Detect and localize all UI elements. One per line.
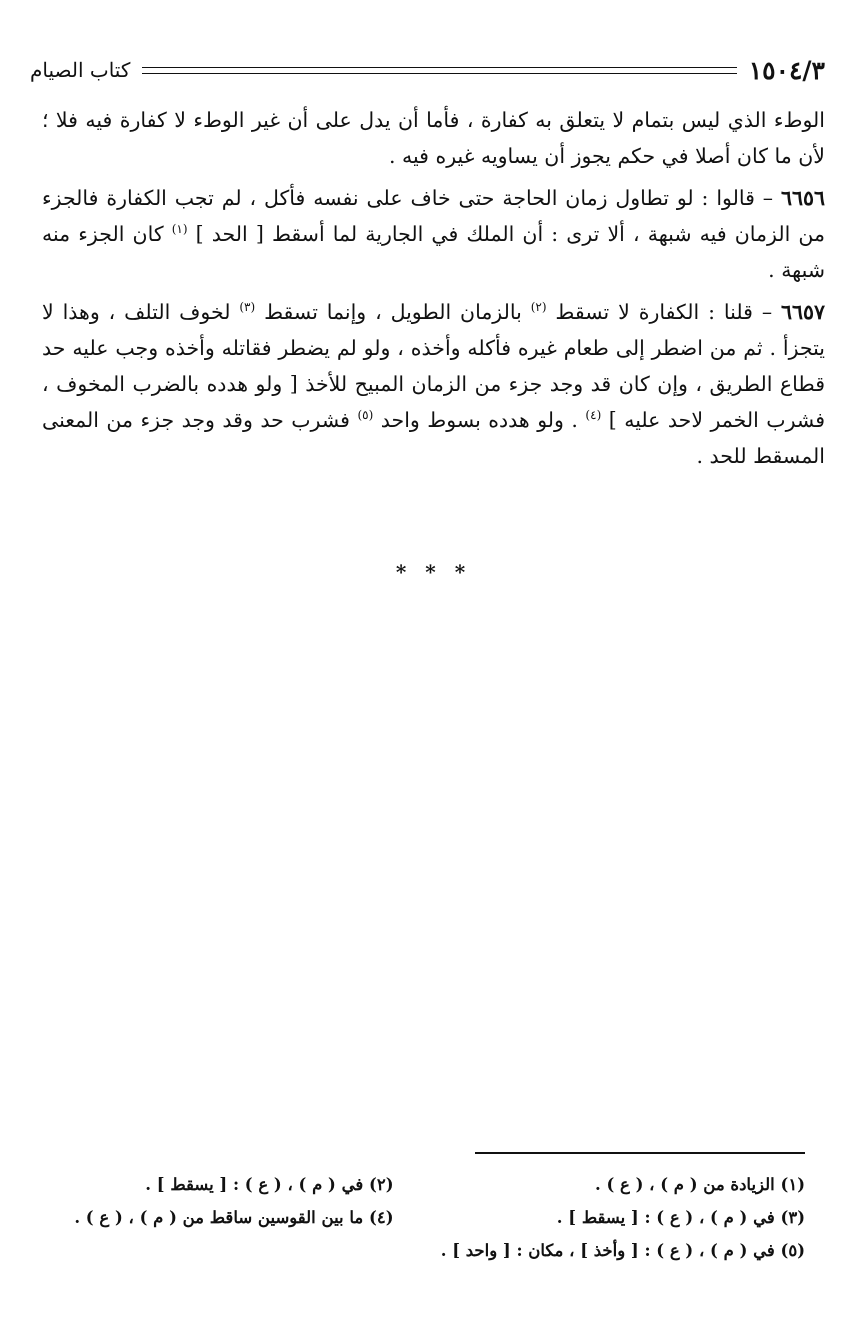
section-separator-stars: * * * xyxy=(395,560,472,584)
footnote-ref-4: (٤) xyxy=(585,408,602,423)
page-number: ١٥٠٤/٣ xyxy=(748,55,825,85)
footnote-3: (٣) في ( م ) ، ( ع ) : [ يسقط ] . xyxy=(556,1208,805,1227)
footnote-5: (٥) في ( م ) ، ( ع ) : [ وأخذ ] ، مكان : [ واحد ] . xyxy=(440,1241,805,1260)
footnote-row xyxy=(42,1201,805,1234)
footnote-row xyxy=(42,1168,805,1201)
paragraph-text: فشرب حد وقد وجد جزء من المعنى المسقط للحد . xyxy=(42,408,825,468)
paragraph-text: كان الجزء منه شبهة . xyxy=(42,222,825,282)
paragraph-text: – قلنا : الكفارة لا تسقط xyxy=(546,300,781,324)
footnote-2: (٢) في ( م ) ، ( ع ) : [ يسقط ] . xyxy=(145,1175,394,1194)
paragraph-6656 xyxy=(42,180,825,288)
paragraph-text: الوطء الذي ليس بتمام لا يتعلق به كفارة ، فأما أن يدل على أن غير الوطء لا كفارة فيه فلا ؛ لأن ما كان أصلا في حكم يجوز أن يساويه غيره فيه . xyxy=(42,108,825,168)
paragraph-text: لخوف التلف ، وهذا لا يتجزأ . ثم من اضطر إلى طعام غيره فأكله وأخذه ، ولو لم يضطر فقاتله وأخذه وجب عليه حد قطاع الطريق ، وإن كان قد وجد جزء من الزمان المبيح للأخذ [ ولو هدده بالضرب المخوف ، فشرب الخمر لاحد عليه ] xyxy=(42,300,825,432)
footnote-ref-5: (٥) xyxy=(357,408,374,423)
paragraph-continuation xyxy=(42,102,825,174)
footnote-row xyxy=(42,1234,805,1267)
footnote-divider xyxy=(475,1152,805,1154)
paragraph-number: ٦٦٥٦ xyxy=(780,186,825,210)
paragraph-text: بالزمان الطويل ، وإنما تسقط xyxy=(255,300,531,324)
footnote-1: (١) الزيادة من ( م ) ، ( ع ) . xyxy=(594,1175,805,1194)
paragraph-text: . ولو هدده بسوط واحد xyxy=(373,408,586,432)
book-title: كتاب الصيام xyxy=(30,58,131,82)
paragraph-6657 xyxy=(42,294,825,474)
paragraph-number: ٦٦٥٧ xyxy=(780,300,825,324)
footnote-4: (٤) ما بين القوسين ساقط من ( م ) ، ( ع ) . xyxy=(74,1208,394,1227)
header-double-rule xyxy=(142,67,736,74)
page-header xyxy=(30,52,825,88)
footnotes xyxy=(42,1168,805,1267)
footnote-ref-2: (٢) xyxy=(530,300,547,315)
paragraph-text: – قالوا : لو تطاول زمان الحاجة حتى خاف على نفسه فأكل ، لم تجب الكفارة فالجزء من الزمان فيه شبهة ، ألا ترى : أن الملك في الجارية لما أسقط [ الحد ] xyxy=(42,186,825,246)
footnote-ref-1: (١) xyxy=(171,222,188,237)
footnote-ref-3: (٣) xyxy=(239,300,256,315)
main-text xyxy=(42,102,825,480)
